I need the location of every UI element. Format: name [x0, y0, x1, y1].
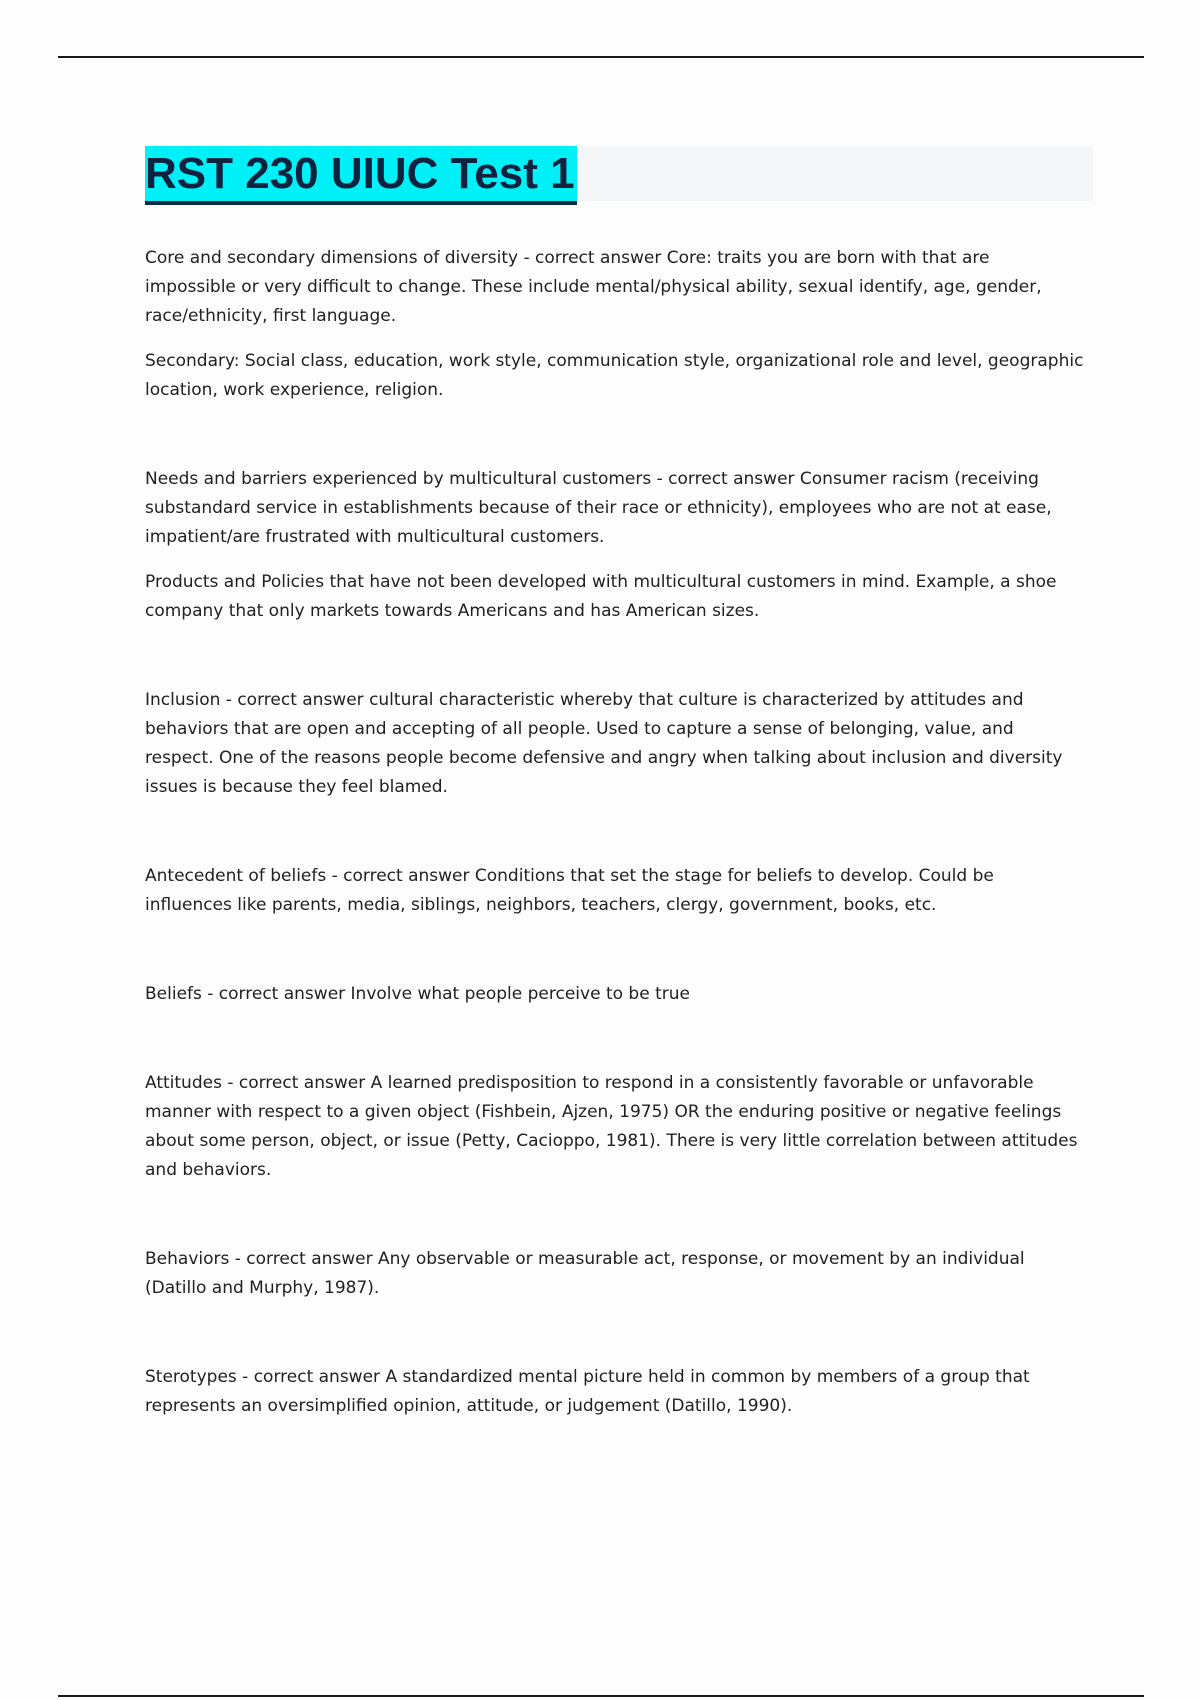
paragraph-inclusion: Inclusion - correct answer cultural characteristic whereby that culture is characterized by attitudes and behaviors that are open and accepting of all people. Used to capture a sense of belonging, value, and respect. One of the reasons people become defensive and angry when talking about inclusion and diversity issues is because they feel blamed. [145, 690, 1063, 797]
paragraph-products-policies: Products and Policies that have not been developed with multicultural customers in mind. Example, a shoe company that only markets towards Americans and has American sizes. [145, 572, 1057, 621]
paragraph-stereotypes: Sterotypes - correct answer A standardized mental picture held in common by members of a group that represents an oversimplified opinion, attitude, or judgement (Datillo, 1990). [145, 1367, 1030, 1416]
document-title: RST 230 UIUC Test 1 [145, 146, 577, 205]
top-rule [58, 56, 1144, 58]
paragraph-needs-barriers: Needs and barriers experienced by multicultural customers - correct answer Consumer racism (receiving substandard service in establishments because of their race or ethnicity), employees who are not at ease, impatient/are frustrated with multicultural customers. [145, 469, 1052, 547]
paragraph-secondary-dimensions: Secondary: Social class, education, work style, communication style, organizational role and level, geographic location, work experience, religion. [145, 351, 1084, 400]
paragraph-beliefs: Beliefs - correct answer Involve what people perceive to be true [145, 984, 690, 1004]
bottom-rule [58, 1695, 1144, 1697]
paragraph-attitudes: Attitudes - correct answer A learned predisposition to respond in a consistently favorable or unfavorable manner with respect to a given object (Fishbein, Ajzen, 1975) OR the enduring positive or negative feelings about some person, object, or issue (Petty, Cacioppo, 1981). There is very little correlation between attitudes and behaviors. [145, 1073, 1078, 1180]
paragraph-behaviors: Behaviors - correct answer Any observable or measurable act, response, or movement by an individual (Datillo and Murphy, 1987). [145, 1249, 1025, 1298]
paragraph-core-dimensions: Core and secondary dimensions of diversity - correct answer Core: traits you are born with that are impossible or very difficult to change. These include mental/physical ability, sexual identify, age, gender, race/ethnicity, first language. [145, 248, 1042, 326]
paragraph-antecedent-beliefs: Antecedent of beliefs - correct answer Conditions that set the stage for beliefs to develop. Could be influences like parents, media, siblings, neighbors, teachers, clergy, government, books, etc. [145, 866, 994, 915]
document-body [145, 244, 1085, 1437]
